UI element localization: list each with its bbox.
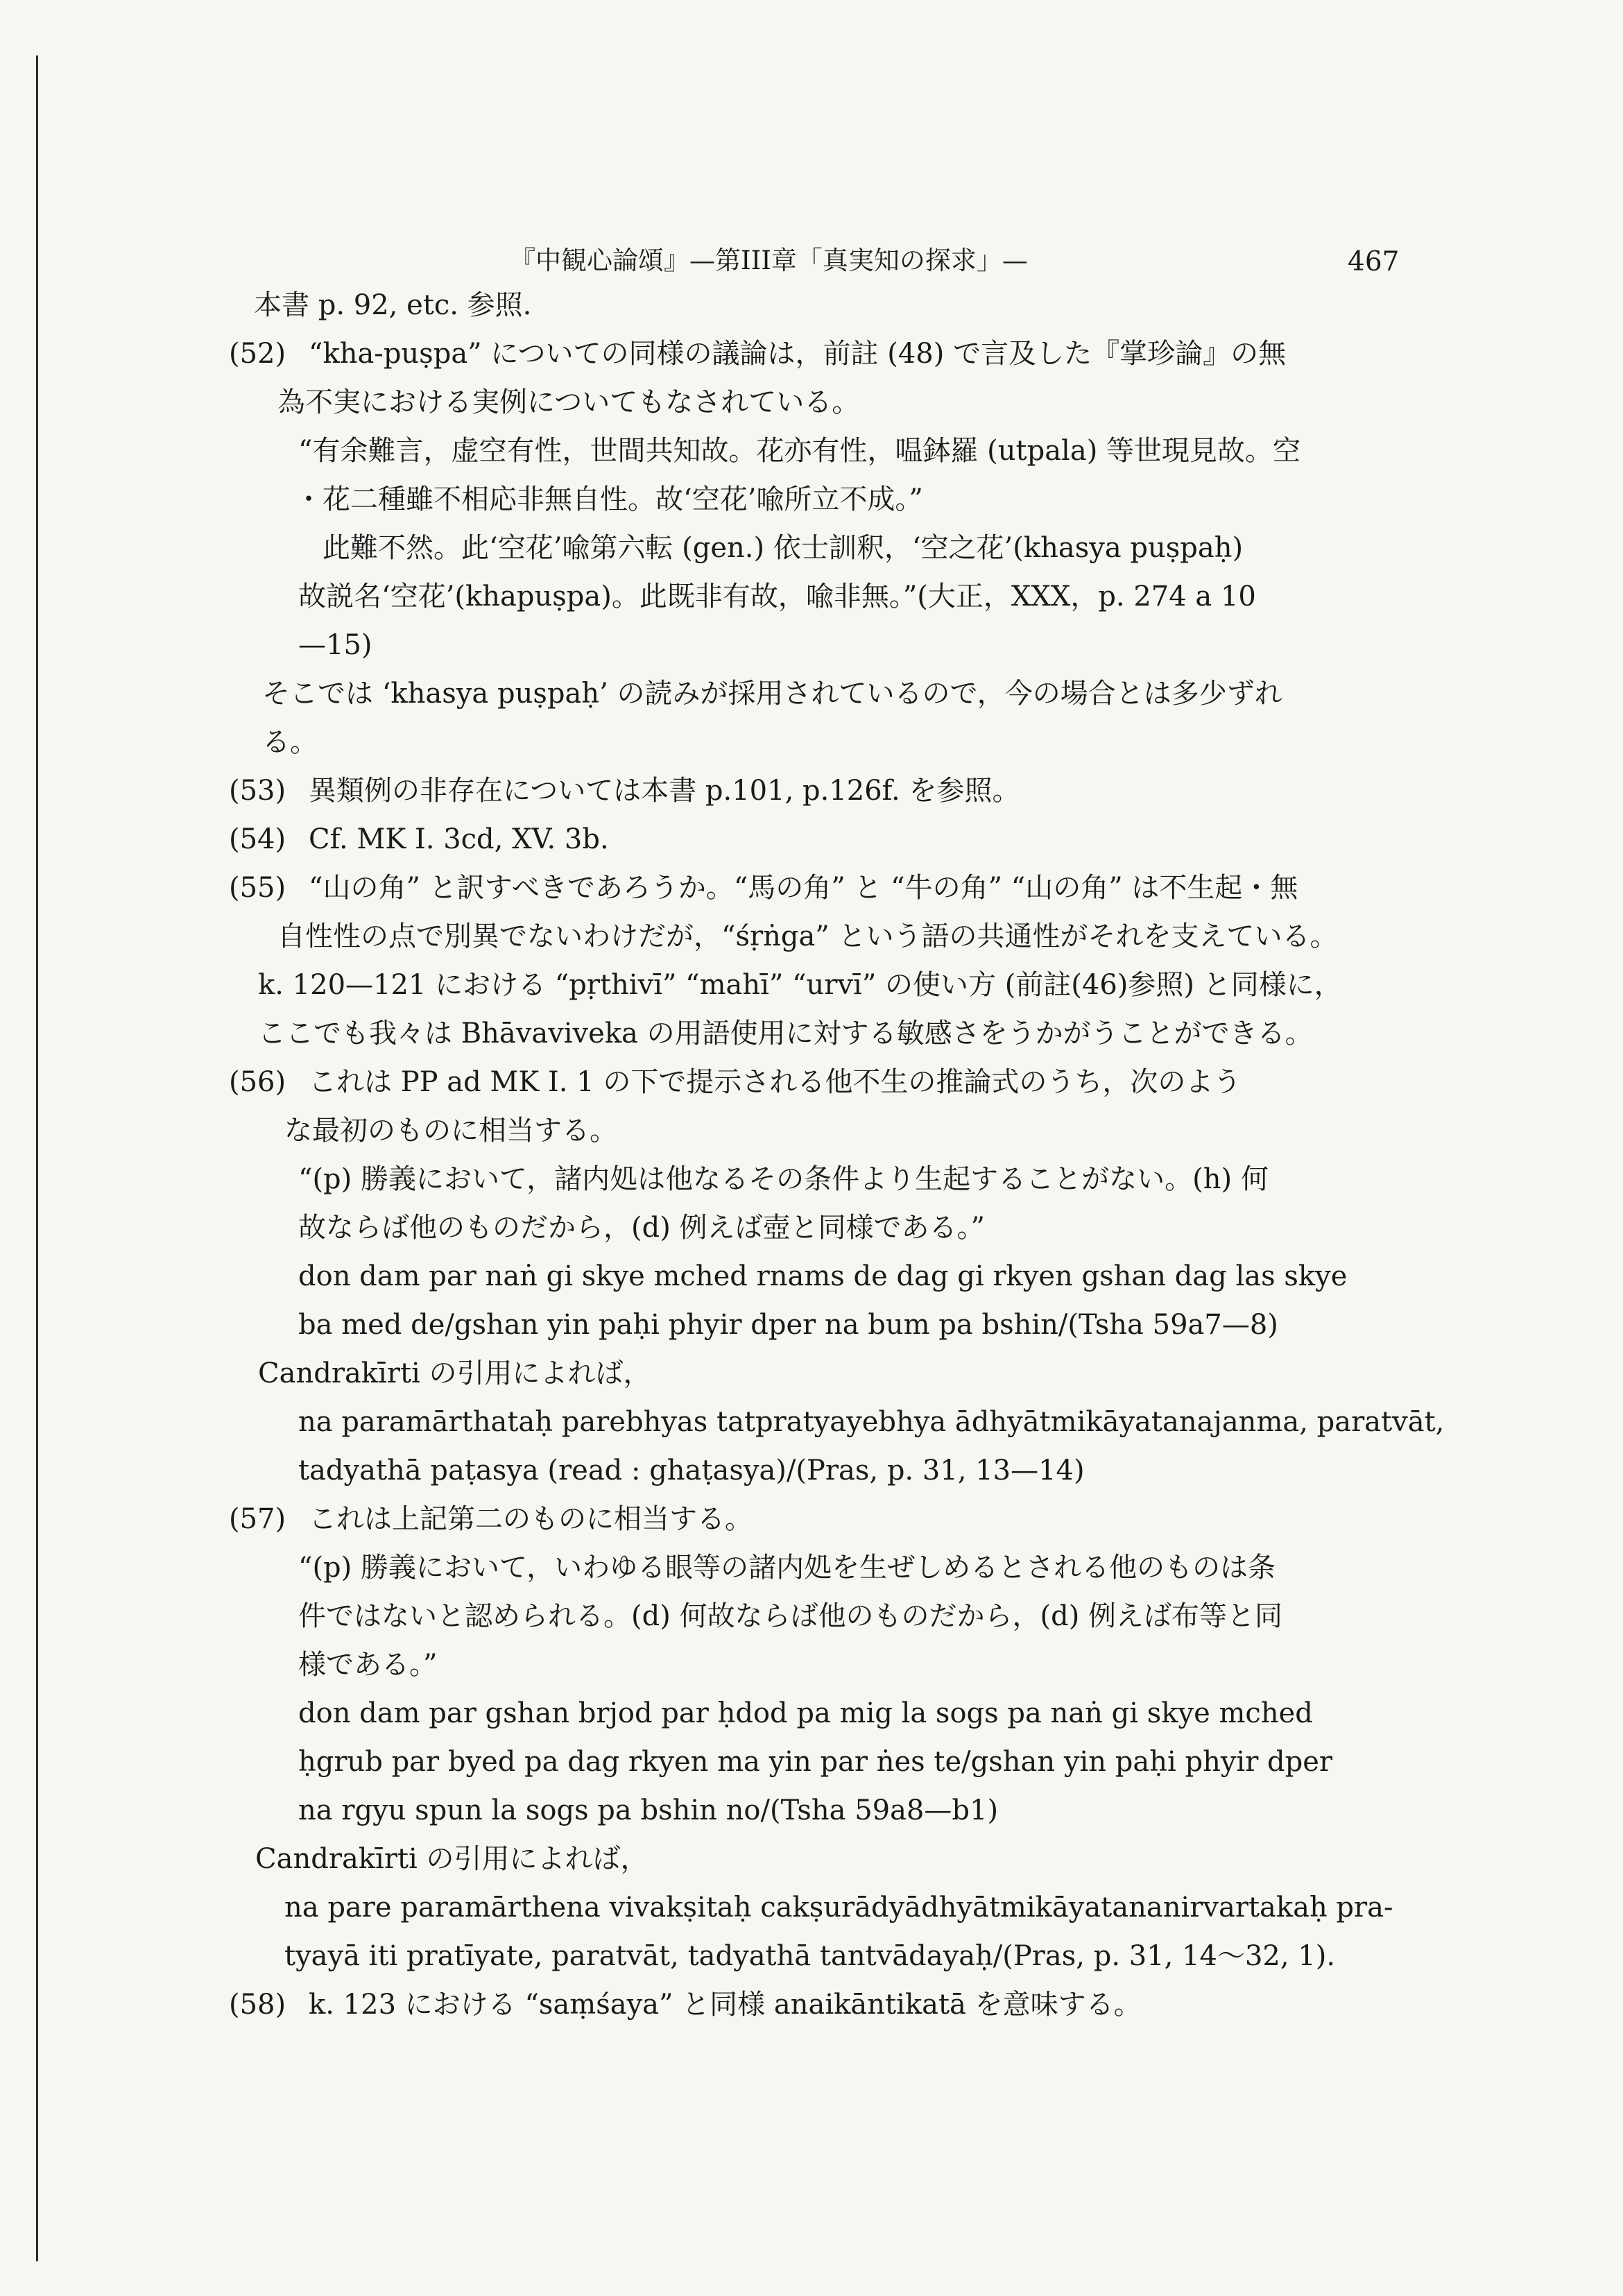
page-number: 467 bbox=[1348, 246, 1400, 277]
note-number: (54) bbox=[229, 823, 286, 855]
text-line: そこでは ‘khasya puṣpaḥ’ の読みが採用されているので，今の場合とは多少ずれ bbox=[262, 678, 1282, 710]
text-line: Candrakīrti の引用によれば， bbox=[255, 1843, 649, 1875]
note-number: (55) bbox=[229, 872, 286, 904]
text-line: Candrakīrti の引用によれば， bbox=[258, 1357, 651, 1389]
note-number: (52) bbox=[229, 338, 286, 370]
note-54: (54) Cf. MK I. 3cd, XV. 3b. bbox=[229, 823, 609, 855]
header-title: 『中観心論頌』—第III章「真実知の探求」— bbox=[510, 246, 1028, 275]
sanskrit-line: na pare paramārthena vivakṣitaḥ cakṣurādyādhyātmikāyatananirvartakaḥ pra- bbox=[284, 1892, 1393, 1924]
text-line: な最初のものに相当する。 bbox=[284, 1115, 617, 1147]
note-53: (53) 異類例の非存在については本書 p.101, p.126f. を参照。 bbox=[229, 775, 1020, 807]
tibetan-line: ba med de/gshan yin paḥi phyir dper na bum pa bshin/(Tsha 59a7—8) bbox=[298, 1309, 1278, 1341]
quote-line: 故説名‘空花’(khapuṣpa)。此既非有故，喩非無。”(大正，XXX，p. 274 a 10 bbox=[298, 581, 1256, 612]
note-52: (52) “kha-puṣpa” についての同様の議論は，前註 (48) で言及した『掌珍論』の無 bbox=[229, 338, 1287, 370]
text-line: 本書 p. 92, etc. 参照. bbox=[254, 289, 532, 321]
tibetan-line: don dam par naṅ gi skye mched rnams de dag gi rkyen gshan dag las skye bbox=[298, 1260, 1348, 1292]
text-line: ここでも我々は Bhāvaviveka の用語使用に対する敏感さをうかがうことができる。 bbox=[258, 1018, 1313, 1050]
quote-line: “(p) 勝義において，いわゆる眼等の諸内処を生ぜしめるとされる他のものは条 bbox=[298, 1552, 1276, 1584]
quote-line: “有余難言，虚空有性，世間共知故。花亦有性，嗢鉢羅 (utpala) 等世現見故。空 bbox=[298, 435, 1301, 467]
note-58: (58) k. 123 における “saṃśaya” と同様 anaikāntikatā を意味する。 bbox=[229, 1989, 1142, 2021]
text-line: る。 bbox=[262, 726, 318, 758]
note-55: (55) “山の角” と訳すべきであろうか。“馬の角” と “牛の角” “山の角” は不生起・無 bbox=[229, 872, 1298, 904]
note-number: (56) bbox=[229, 1066, 286, 1098]
quote-line: —15) bbox=[298, 629, 372, 661]
text-line: k. 120—121 における “pṛthivī” “mahī” “urvī” の使い方 (前註(46)参照) と同様に， bbox=[258, 969, 1342, 1001]
quote-line: 様である。” bbox=[298, 1649, 438, 1681]
page-body bbox=[229, 225, 1445, 2022]
note-number: (57) bbox=[229, 1503, 286, 1535]
text-line: 為不実における実例についてもなされている。 bbox=[277, 386, 860, 418]
quote-line: 故ならば他のものだから，(d) 例えば壺と同様である。” bbox=[298, 1212, 985, 1244]
sanskrit-line: tyayā iti pratīyate, paratvāt, tadyathā tantvādayaḥ/(Pras, p. 31, 14～32, 1). bbox=[284, 1940, 1336, 1972]
left-margin-rule bbox=[36, 55, 38, 2261]
note-number: (53) bbox=[229, 775, 286, 807]
sanskrit-line: na paramārthataḥ parebhyas tatpratyayebhya ādhyātmikāyatanajanma, paratvāt, bbox=[298, 1406, 1445, 1438]
tibetan-line: ḥgrub par byed pa dag rkyen ma yin par ṅes te/gshan yin paḥi phyir dper bbox=[298, 1746, 1333, 1778]
note-number: (58) bbox=[229, 1989, 286, 2021]
note-56: (56) これは PP ad MK I. 1 の下で提示される他不生の推論式のうち，次のよう bbox=[229, 1066, 1242, 1098]
tibetan-line: don dam par gshan brjod par ḥdod pa mig la sogs pa naṅ gi skye mched bbox=[298, 1697, 1313, 1729]
text-line: 自性性の点で別異でないわけだが，“śṛṅga” という語の共通性がそれを支えている。 bbox=[277, 920, 1338, 952]
quote-line: ・花二種雖不相応非無自性。故‘空花’喩所立不成。” bbox=[295, 483, 923, 515]
sanskrit-line: tadyathā paṭasya (read : ghaṭasya)/(Pras, p. 31, 13—14) bbox=[298, 1455, 1085, 1487]
quote-line: 此難不然。此‘空花’喩第六転 (gen.) 依士訓釈，‘空之花’(khasya puṣpaḥ) bbox=[323, 532, 1244, 564]
tibetan-line: na rgyu spun la sogs pa bshin no/(Tsha 59a8—b1) bbox=[298, 1794, 999, 1826]
quote-line: 件ではないと認められる。(d) 何故ならば他のものだから，(d) 例えば布等と同 bbox=[298, 1600, 1283, 1632]
running-header bbox=[229, 225, 1408, 277]
quote-line: “(p) 勝義において，諸内処は他なるその条件より生起することがない。(h) 何 bbox=[298, 1163, 1269, 1195]
note-57: (57) これは上記第二のものに相当する。 bbox=[229, 1503, 753, 1535]
